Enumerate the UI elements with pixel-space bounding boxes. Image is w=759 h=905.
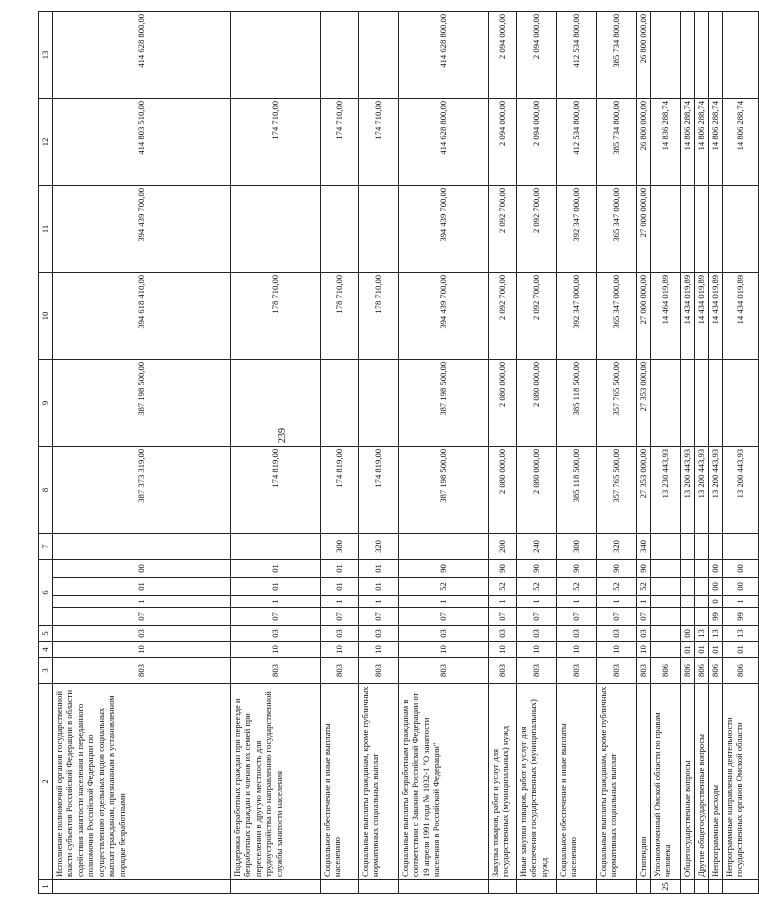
amount-cell: 14 836 288,74 bbox=[650, 98, 680, 185]
row-number-cell bbox=[320, 880, 358, 894]
program-code-cell: 07 bbox=[596, 608, 636, 626]
program-code-cell: 07 bbox=[358, 608, 398, 626]
table-row bbox=[636, 11, 650, 893]
expense-type-cell: 300 bbox=[320, 533, 358, 559]
table-row bbox=[708, 11, 722, 893]
header-row bbox=[39, 11, 53, 893]
amount-cell bbox=[722, 11, 758, 98]
amount-cell bbox=[230, 11, 320, 98]
table-row bbox=[694, 11, 708, 893]
amount-cell: 385 118 500,00 bbox=[556, 359, 596, 446]
expense-type-cell: 320 bbox=[596, 533, 636, 559]
amount-cell: 365 347 000,00 bbox=[596, 185, 636, 272]
subprogram-code-cell: 1 bbox=[636, 596, 650, 608]
subsection-code-cell: 03 bbox=[320, 626, 358, 642]
amount-cell: 394 439 700,00 bbox=[398, 272, 488, 359]
amount-cell bbox=[358, 185, 398, 272]
amount-cell bbox=[708, 185, 722, 272]
amount-cell: 13 200 443,93 bbox=[722, 446, 758, 533]
amount-cell: 27 353 000,00 bbox=[636, 446, 650, 533]
amount-cell: 27 353 000,00 bbox=[636, 359, 650, 446]
amount-cell: 357 765 500,00 bbox=[596, 359, 636, 446]
amount-cell bbox=[680, 185, 694, 272]
amount-cell bbox=[680, 359, 694, 446]
amount-cell: 13 200 443,93 bbox=[694, 446, 708, 533]
program-code-cell: 07 bbox=[398, 608, 488, 626]
header-cell: 10 bbox=[39, 272, 53, 359]
grbs-code-cell: 803 bbox=[596, 658, 636, 684]
section-code-cell: 10 bbox=[556, 642, 596, 658]
amount-cell bbox=[230, 359, 320, 446]
direction-code-cell: 90 bbox=[556, 559, 596, 577]
amount-cell: 385 734 800,00 bbox=[596, 98, 636, 185]
program-code-cell bbox=[694, 608, 708, 626]
item-name-cell: Другие общегосударственные вопросы bbox=[694, 684, 708, 880]
item-name-cell: Непрограммные расходы bbox=[708, 684, 722, 880]
amount-cell: 2 094 000,00 bbox=[488, 98, 516, 185]
direction-code-cell: 00 bbox=[708, 559, 722, 577]
page-number: 239 bbox=[277, 428, 288, 443]
table-row bbox=[650, 11, 680, 893]
item-name-cell: Стипендии bbox=[636, 684, 650, 880]
subsection-code-cell: 13 bbox=[708, 626, 722, 642]
amount-cell: 2 094 000,00 bbox=[488, 11, 516, 98]
expense-type-cell bbox=[398, 533, 488, 559]
subprogram-code-cell: 1 bbox=[556, 596, 596, 608]
amount-cell: 357 765 500,00 bbox=[596, 446, 636, 533]
item-name-cell: Общегосударственные вопросы bbox=[680, 684, 694, 880]
budget-table bbox=[38, 11, 759, 894]
subprogram-code-cell: 1 bbox=[320, 596, 358, 608]
amount-cell: 27 000 000,00 bbox=[636, 185, 650, 272]
amount-cell: 174 819,00 bbox=[230, 446, 320, 533]
table-row bbox=[680, 11, 694, 893]
row-number-cell bbox=[488, 880, 516, 894]
grbs-code-cell: 803 bbox=[488, 658, 516, 684]
expense-type-cell bbox=[52, 533, 230, 559]
amount-cell bbox=[694, 359, 708, 446]
direction-code-cell: 90 bbox=[516, 559, 556, 577]
header-cell: 9 bbox=[39, 359, 53, 446]
row-number-cell bbox=[52, 880, 230, 894]
subsection-code-cell: 03 bbox=[596, 626, 636, 642]
grbs-code-cell: 806 bbox=[694, 658, 708, 684]
expense-type-cell bbox=[650, 533, 680, 559]
section-code-cell: 10 bbox=[230, 642, 320, 658]
grbs-code-cell: 803 bbox=[398, 658, 488, 684]
amount-cell: 14 806 288,74 bbox=[680, 98, 694, 185]
amount-cell bbox=[694, 185, 708, 272]
amount-cell: 387 198 500,00 bbox=[398, 446, 488, 533]
amount-cell: 13 200 443,93 bbox=[680, 446, 694, 533]
amount-cell: 392 347 000,00 bbox=[556, 272, 596, 359]
amount-cell: 14 806 288,74 bbox=[708, 98, 722, 185]
row-number-cell bbox=[680, 880, 694, 894]
row-number-cell bbox=[708, 880, 722, 894]
section-code-cell: 10 bbox=[320, 642, 358, 658]
grbs-code-cell: 806 bbox=[650, 658, 680, 684]
program-code-cell bbox=[680, 608, 694, 626]
amount-cell: 13 200 443,93 bbox=[708, 446, 722, 533]
grbs-code-cell: 803 bbox=[636, 658, 650, 684]
amount-cell bbox=[358, 11, 398, 98]
direction-code-cell: 90 bbox=[596, 559, 636, 577]
event-code-cell: 01 bbox=[358, 578, 398, 596]
event-code-cell: 01 bbox=[230, 578, 320, 596]
grbs-code-cell: 803 bbox=[230, 658, 320, 684]
row-number-cell bbox=[398, 880, 488, 894]
table-row bbox=[596, 11, 636, 893]
event-code-cell: 52 bbox=[516, 578, 556, 596]
section-code-cell: 10 bbox=[636, 642, 650, 658]
row-number-cell: 25 bbox=[650, 880, 680, 894]
expense-type-cell bbox=[230, 533, 320, 559]
item-name-cell: Поддержка безработных граждан при переезде и безработных граждан и членов их семей при переселении в другую местность для трудоустройства по направлению государственной службы занятости населения bbox=[230, 684, 320, 880]
row-number-cell bbox=[596, 880, 636, 894]
table-row bbox=[488, 11, 516, 893]
program-code-cell: 07 bbox=[488, 608, 516, 626]
amount-cell bbox=[708, 359, 722, 446]
program-code-cell: 99 bbox=[708, 608, 722, 626]
program-code-cell: 99 bbox=[722, 608, 758, 626]
item-name-cell: Социальное обеспечение и иные выплаты населению bbox=[320, 684, 358, 880]
amount-cell: 174 710,00 bbox=[320, 98, 358, 185]
amount-cell: 414 628 800,00 bbox=[398, 98, 488, 185]
section-code-cell: 01 bbox=[694, 642, 708, 658]
row-number-cell bbox=[516, 880, 556, 894]
section-code-cell: 10 bbox=[516, 642, 556, 658]
header-cell: 8 bbox=[39, 446, 53, 533]
subprogram-code-cell: 1 bbox=[596, 596, 636, 608]
amount-cell: 2 094 000,00 bbox=[516, 98, 556, 185]
amount-cell: 385 118 500,00 bbox=[556, 446, 596, 533]
direction-code-cell: 01 bbox=[230, 559, 320, 577]
subprogram-code-cell bbox=[680, 596, 694, 608]
amount-cell: 178 710,00 bbox=[230, 272, 320, 359]
section-code-cell: 01 bbox=[722, 642, 758, 658]
program-code-cell: 07 bbox=[230, 608, 320, 626]
expense-type-cell: 240 bbox=[516, 533, 556, 559]
header-cell: 13 bbox=[39, 11, 53, 98]
table-row bbox=[320, 11, 358, 893]
direction-code-cell: 90 bbox=[636, 559, 650, 577]
amount-cell: 2 092 700,00 bbox=[488, 185, 516, 272]
event-code-cell: 52 bbox=[556, 578, 596, 596]
amount-cell: 2 080 000,00 bbox=[516, 446, 556, 533]
grbs-code-cell: 803 bbox=[52, 658, 230, 684]
subsection-code-cell: 03 bbox=[516, 626, 556, 642]
grbs-code-cell: 806 bbox=[708, 658, 722, 684]
direction-code-cell: 00 bbox=[722, 559, 758, 577]
header-cell: 11 bbox=[39, 185, 53, 272]
section-code-cell: 10 bbox=[358, 642, 398, 658]
expense-type-cell: 320 bbox=[358, 533, 398, 559]
program-code-cell: 07 bbox=[556, 608, 596, 626]
amount-cell: 394 618 410,00 bbox=[52, 272, 230, 359]
amount-cell: 174 710,00 bbox=[358, 98, 398, 185]
section-code-cell: 10 bbox=[596, 642, 636, 658]
subsection-code-cell: 03 bbox=[230, 626, 320, 642]
header-cell: 1 bbox=[39, 880, 53, 894]
grbs-code-cell: 806 bbox=[680, 658, 694, 684]
section-code-cell: 10 bbox=[52, 642, 230, 658]
event-code-cell bbox=[680, 578, 694, 596]
amount-cell: 412 534 800,00 bbox=[556, 11, 596, 98]
amount-cell: 385 734 800,00 bbox=[596, 11, 636, 98]
amount-cell: 392 347 000,00 bbox=[556, 185, 596, 272]
header-cell: 4 bbox=[39, 642, 53, 658]
amount-cell: 14 806 288,74 bbox=[694, 98, 708, 185]
direction-code-cell: 90 bbox=[398, 559, 488, 577]
amount-cell: 178 710,00 bbox=[320, 272, 358, 359]
item-name-cell: Непрограммные направления деятельности государственных органов Омской области bbox=[722, 684, 758, 880]
event-code-cell: 52 bbox=[488, 578, 516, 596]
subprogram-code-cell: 1 bbox=[230, 596, 320, 608]
expense-type-cell: 200 bbox=[488, 533, 516, 559]
grbs-code-cell: 803 bbox=[358, 658, 398, 684]
header-cell: 5 bbox=[39, 626, 53, 642]
subprogram-code-cell: 1 bbox=[52, 596, 230, 608]
item-name-cell: Социальное обеспечение и иные выплаты населению bbox=[556, 684, 596, 880]
amount-cell bbox=[650, 185, 680, 272]
item-name-cell: Исполнение полномочий органов государственной власти субъектов Российской Федерации в области содействия занятости населения и переданного полномочия Российской Федерации по осуществлению отдельных видов социальных выплат гражданам, признанным в установленном порядке безработными bbox=[52, 684, 230, 880]
section-code-cell: 01 bbox=[680, 642, 694, 658]
header-cell: 6 bbox=[39, 559, 53, 625]
direction-code-cell: 01 bbox=[320, 559, 358, 577]
amount-cell bbox=[320, 11, 358, 98]
amount-cell: 26 800 000,00 bbox=[636, 98, 650, 185]
amount-cell bbox=[230, 185, 320, 272]
program-code-cell bbox=[650, 608, 680, 626]
program-code-cell: 07 bbox=[516, 608, 556, 626]
event-code-cell: 52 bbox=[398, 578, 488, 596]
amount-cell bbox=[722, 185, 758, 272]
header-cell: 7 bbox=[39, 533, 53, 559]
table-row bbox=[52, 11, 230, 893]
subprogram-code-cell: 0 bbox=[708, 596, 722, 608]
item-name-cell: Закупка товаров, работ и услуг для государственных (муниципальных) нужд bbox=[488, 684, 516, 880]
amount-cell: 26 800 000,00 bbox=[636, 11, 650, 98]
direction-code-cell: 00 bbox=[52, 559, 230, 577]
grbs-code-cell: 803 bbox=[556, 658, 596, 684]
event-code-cell: 00 bbox=[708, 578, 722, 596]
direction-code-cell: 01 bbox=[358, 559, 398, 577]
header-cell: 3 bbox=[39, 658, 53, 684]
table-row bbox=[358, 11, 398, 893]
header-cell: 12 bbox=[39, 98, 53, 185]
amount-cell: 2 080 000,00 bbox=[488, 359, 516, 446]
item-name-cell: Уполномоченный Омской области по правам человека bbox=[650, 684, 680, 880]
amount-cell: 387 198 500,00 bbox=[398, 359, 488, 446]
subprogram-code-cell bbox=[694, 596, 708, 608]
amount-cell bbox=[650, 11, 680, 98]
expense-type-cell: 300 bbox=[556, 533, 596, 559]
subprogram-code-cell: 1 bbox=[398, 596, 488, 608]
item-name-cell: Социальные выплаты гражданам, кроме публичных нормативных социальных выплат bbox=[358, 684, 398, 880]
expense-type-cell bbox=[708, 533, 722, 559]
expense-type-cell bbox=[680, 533, 694, 559]
amount-cell: 14 806 288,74 bbox=[722, 98, 758, 185]
amount-cell: 414 803 510,00 bbox=[52, 98, 230, 185]
amount-cell: 174 710,00 bbox=[230, 98, 320, 185]
amount-cell bbox=[694, 11, 708, 98]
amount-cell: 394 439 700,00 bbox=[398, 185, 488, 272]
subprogram-code-cell bbox=[650, 596, 680, 608]
subprogram-code-cell: 1 bbox=[516, 596, 556, 608]
table-row bbox=[398, 11, 488, 893]
subsection-code-cell bbox=[650, 626, 680, 642]
rotated-budget-table bbox=[38, 12, 745, 894]
program-code-cell: 07 bbox=[636, 608, 650, 626]
amount-cell: 27 000 000,00 bbox=[636, 272, 650, 359]
grbs-code-cell: 803 bbox=[320, 658, 358, 684]
amount-cell bbox=[708, 11, 722, 98]
subsection-code-cell: 03 bbox=[636, 626, 650, 642]
program-code-cell: 07 bbox=[320, 608, 358, 626]
amount-cell: 14 434 019,89 bbox=[694, 272, 708, 359]
table-row bbox=[556, 11, 596, 893]
table-row bbox=[230, 11, 320, 893]
direction-code-cell bbox=[694, 559, 708, 577]
amount-cell: 174 819,00 bbox=[358, 446, 398, 533]
table-row bbox=[516, 11, 556, 893]
grbs-code-cell: 803 bbox=[516, 658, 556, 684]
amount-cell: 2 080 000,00 bbox=[488, 446, 516, 533]
amount-cell: 2 092 700,00 bbox=[488, 272, 516, 359]
amount-cell: 13 230 443,93 bbox=[650, 446, 680, 533]
subprogram-code-cell: 1 bbox=[722, 596, 758, 608]
item-name-cell: Социальные выплаты гражданам, кроме публичных нормативных социальных выплат bbox=[596, 684, 636, 880]
direction-code-cell: 90 bbox=[488, 559, 516, 577]
row-number-cell bbox=[694, 880, 708, 894]
row-number-cell bbox=[636, 880, 650, 894]
table-row bbox=[722, 11, 758, 893]
subprogram-code-cell: 1 bbox=[358, 596, 398, 608]
section-code-cell bbox=[650, 642, 680, 658]
subsection-code-cell: 03 bbox=[398, 626, 488, 642]
event-code-cell bbox=[650, 578, 680, 596]
amount-cell: 2 092 700,00 bbox=[516, 272, 556, 359]
event-code-cell: 01 bbox=[320, 578, 358, 596]
section-code-cell: 10 bbox=[398, 642, 488, 658]
subsection-code-cell: 13 bbox=[694, 626, 708, 642]
amount-cell: 14 434 019,89 bbox=[708, 272, 722, 359]
subsection-code-cell: 13 bbox=[722, 626, 758, 642]
subsection-code-cell: 03 bbox=[488, 626, 516, 642]
expense-type-cell bbox=[694, 533, 708, 559]
grbs-code-cell: 806 bbox=[722, 658, 758, 684]
subsection-code-cell: 03 bbox=[556, 626, 596, 642]
amount-cell: 414 628 800,00 bbox=[52, 11, 230, 98]
amount-cell bbox=[320, 359, 358, 446]
expense-type-cell: 340 bbox=[636, 533, 650, 559]
section-code-cell: 01 bbox=[708, 642, 722, 658]
program-code-cell: 07 bbox=[52, 608, 230, 626]
row-number-cell bbox=[230, 880, 320, 894]
subsection-code-cell: 00 bbox=[680, 626, 694, 642]
expense-type-cell bbox=[722, 533, 758, 559]
amount-cell: 394 439 700,00 bbox=[52, 185, 230, 272]
amount-cell: 387 373 319,00 bbox=[52, 446, 230, 533]
amount-cell: 2 080 000,00 bbox=[516, 359, 556, 446]
amount-cell: 387 198 500,00 bbox=[52, 359, 230, 446]
amount-cell: 14 464 019,89 bbox=[650, 272, 680, 359]
amount-cell: 178 710,00 bbox=[358, 272, 398, 359]
direction-code-cell bbox=[680, 559, 694, 577]
amount-cell: 174 819,00 bbox=[320, 446, 358, 533]
amount-cell: 414 628 800,00 bbox=[398, 11, 488, 98]
amount-cell: 2 092 700,00 bbox=[516, 185, 556, 272]
event-code-cell: 52 bbox=[636, 578, 650, 596]
row-number-cell bbox=[556, 880, 596, 894]
amount-cell: 412 534 800,00 bbox=[556, 98, 596, 185]
subprogram-code-cell: 1 bbox=[488, 596, 516, 608]
item-name-cell: Социальные выплаты безработным гражданам в соответствии с Законом Российской Федерации от 19 апреля 1991 года № 1032-1 "О занятости населения в Российской Федерации" bbox=[398, 684, 488, 880]
subsection-code-cell: 03 bbox=[52, 626, 230, 642]
row-number-cell bbox=[722, 880, 758, 894]
amount-cell: 2 094 000,00 bbox=[516, 11, 556, 98]
amount-cell bbox=[650, 359, 680, 446]
direction-code-cell bbox=[650, 559, 680, 577]
row-number-cell bbox=[358, 880, 398, 894]
amount-cell bbox=[358, 359, 398, 446]
amount-cell: 365 347 000,00 bbox=[596, 272, 636, 359]
amount-cell: 14 434 019,89 bbox=[722, 272, 758, 359]
section-code-cell: 10 bbox=[488, 642, 516, 658]
event-code-cell: 52 bbox=[596, 578, 636, 596]
amount-cell bbox=[680, 11, 694, 98]
event-code-cell bbox=[694, 578, 708, 596]
event-code-cell: 00 bbox=[722, 578, 758, 596]
amount-cell bbox=[722, 359, 758, 446]
header-cell: 2 bbox=[39, 684, 53, 880]
item-name-cell: Иные закупки товаров, работ и услуг для обеспечения государственных (муниципальных) нужд bbox=[516, 684, 556, 880]
subsection-code-cell: 03 bbox=[358, 626, 398, 642]
amount-cell bbox=[320, 185, 358, 272]
amount-cell: 14 434 019,89 bbox=[680, 272, 694, 359]
event-code-cell: 01 bbox=[52, 578, 230, 596]
